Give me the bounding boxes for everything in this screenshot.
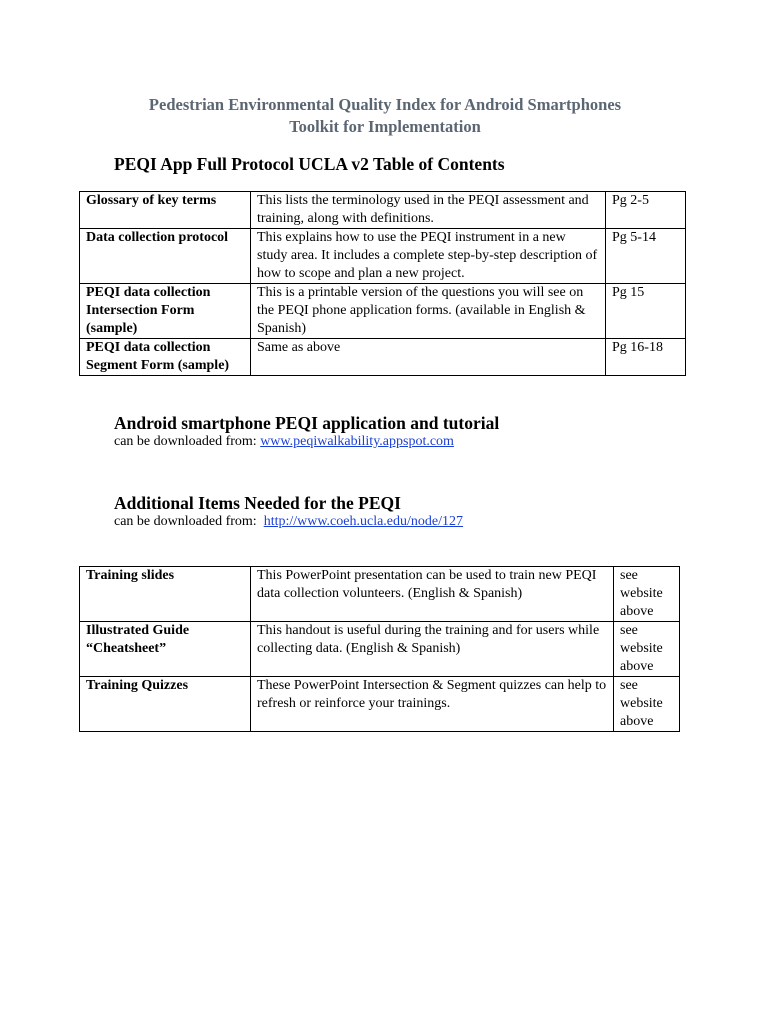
table-row (80, 567, 680, 622)
document-header (0, 94, 770, 138)
toc-page-cell: Pg 5-14 (606, 229, 686, 284)
toc-term-cell: PEQI data collection Intersection Form (sample) (80, 284, 251, 339)
item-page-cell (614, 677, 680, 732)
table-row (80, 677, 680, 732)
header-title-line1: Pedestrian Environmental Quality Index for Android Smartphones (148, 95, 622, 114)
item-term-cell (80, 677, 251, 732)
toc-term-cell: PEQI data collection Segment Form (sample) (80, 339, 251, 376)
header-title-line2: Toolkit for Implementation (289, 117, 481, 136)
item-page-line: above (620, 659, 654, 674)
toc-term-cell: Data collection protocol (80, 229, 251, 284)
toc-description-cell: This lists the terminology used in the PEQI assessment and training, along with definitions. (251, 192, 606, 229)
item-page-cell (614, 622, 680, 677)
toc-page-cell: Pg 15 (606, 284, 686, 339)
item-term-line: “Cheatsheet” (86, 641, 167, 656)
item-description-cell: This handout is useful during the training and for users while collecting data. (English & Spanish) (251, 622, 614, 677)
android-download-line (114, 433, 454, 451)
additional-download-prefix: can be downloaded from: (114, 514, 264, 529)
toc-table (79, 191, 686, 376)
android-section-title: Android smartphone PEQI application and tutorial (114, 413, 500, 433)
toc-term-cell: Glossary of key terms (80, 192, 251, 229)
item-term-line: Illustrated Guide (86, 623, 190, 638)
toc-description-cell: Same as above (251, 339, 606, 376)
table-row (80, 284, 686, 339)
item-description-cell: This PowerPoint presentation can be used to train new PEQI data collection volunteers. (English & Spanish) (251, 567, 614, 622)
toc-description-cell: This explains how to use the PEQI instrument in a new study area. It includes a complete step-by-step description of how to scope and plan a new project. (251, 229, 606, 284)
android-download-link[interactable]: www.peqiwalkability.appspot.com (260, 434, 454, 449)
item-page-line: website (620, 641, 663, 656)
item-page-line: see (620, 568, 638, 583)
additional-section-title: Additional Items Needed for the PEQI (114, 493, 401, 513)
toc-description-cell: This is a printable version of the questions you will see on the PEQI phone application forms. (available in English & Spanish) (251, 284, 606, 339)
item-page-line: above (620, 604, 654, 619)
item-term-line: Training Quizzes (86, 678, 189, 693)
item-term-cell (80, 622, 251, 677)
table-row (80, 339, 686, 376)
toc-page-cell: Pg 2-5 (606, 192, 686, 229)
table-row (80, 192, 686, 229)
item-term-cell (80, 567, 251, 622)
toc-title: PEQI App Full Protocol UCLA v2 Table of Contents (114, 154, 505, 174)
item-page-line: website (620, 586, 663, 601)
item-page-cell (614, 567, 680, 622)
item-page-line: see (620, 623, 638, 638)
item-term-line: Training slides (86, 568, 175, 583)
table-row (80, 229, 686, 284)
item-description-cell: These PowerPoint Intersection & Segment quizzes can help to refresh or reinforce your trainings. (251, 677, 614, 732)
item-page-line: above (620, 714, 654, 729)
additional-download-line (114, 513, 463, 531)
toc-page-cell: Pg 16-18 (606, 339, 686, 376)
item-page-line: website (620, 696, 663, 711)
table-row (80, 622, 680, 677)
additional-download-link[interactable]: http://www.coeh.ucla.edu/node/127 (263, 514, 464, 529)
additional-items-table (79, 566, 680, 732)
android-download-prefix: can be downloaded from: (114, 434, 261, 449)
item-page-line: see (620, 678, 638, 693)
